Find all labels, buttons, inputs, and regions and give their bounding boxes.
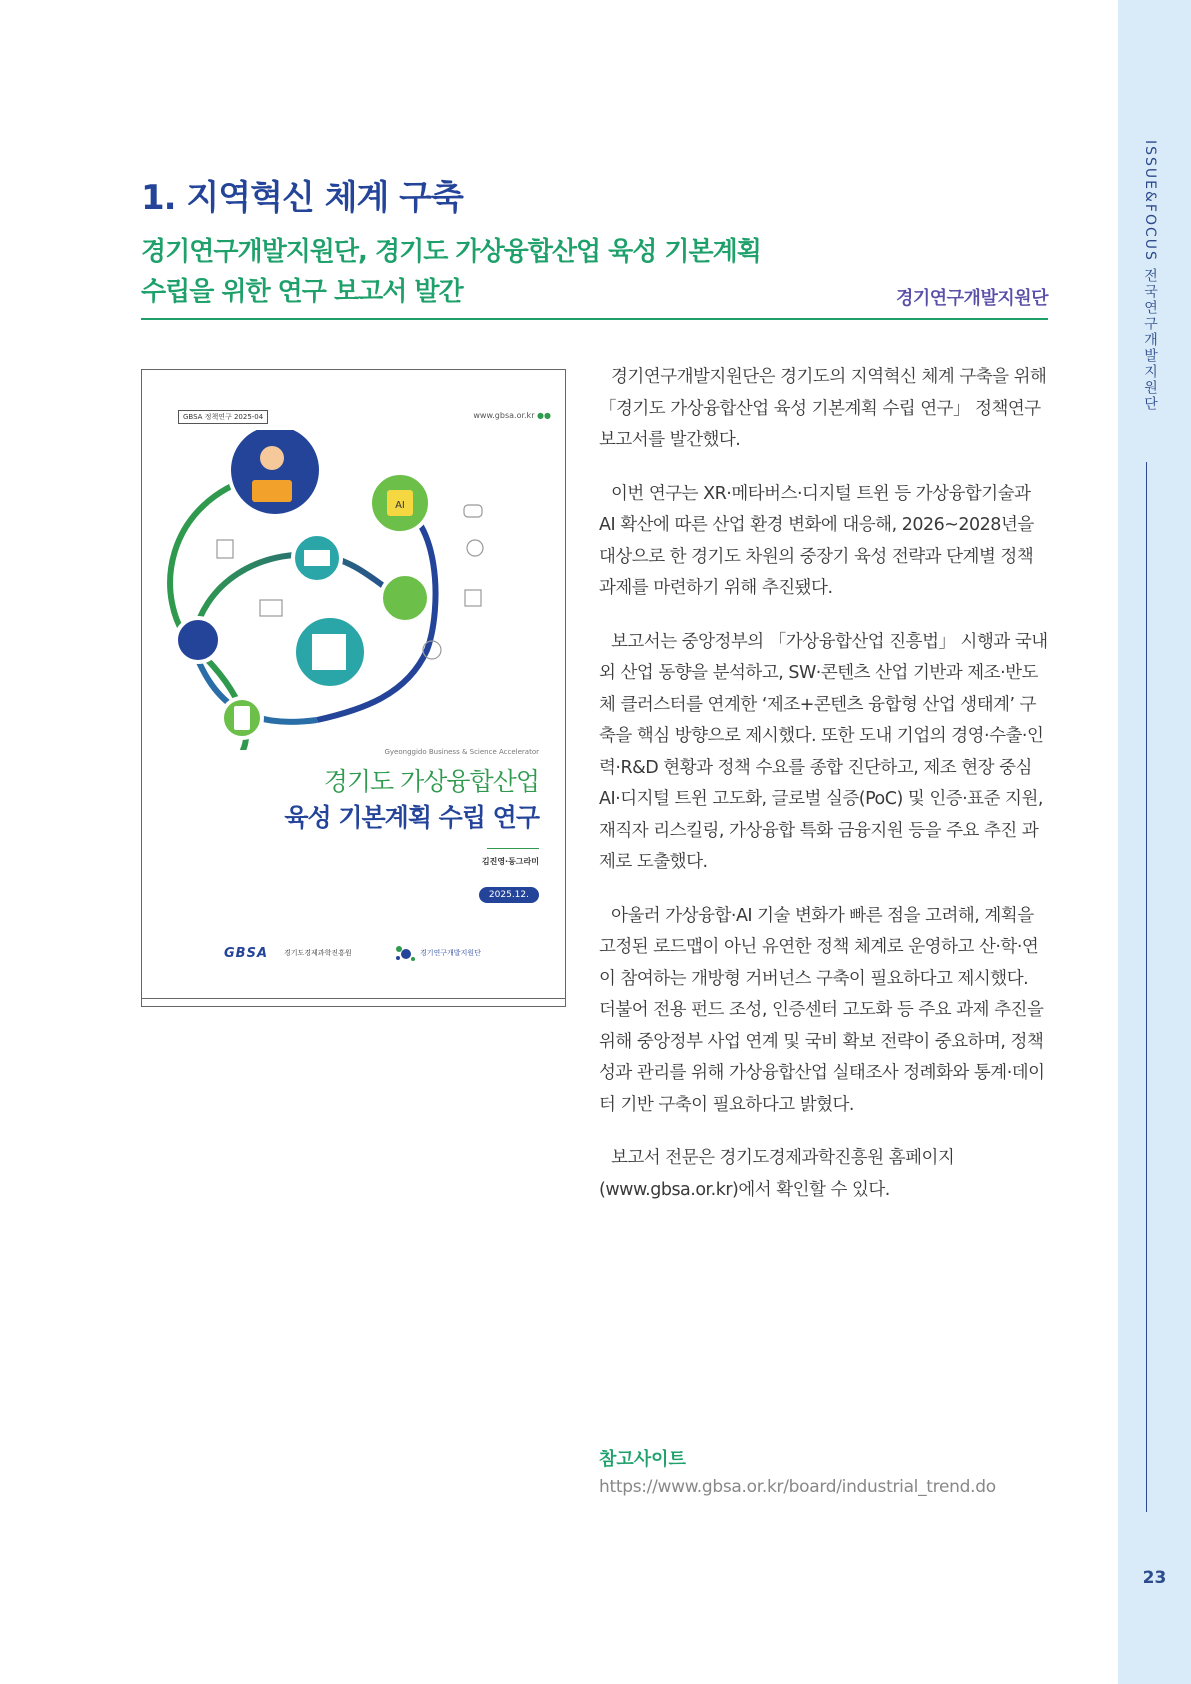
cover-authors: 김진영·동그라미 — [481, 857, 539, 866]
org-credit: 경기연구개발지원단 — [896, 288, 1048, 309]
cover-site — [473, 411, 551, 420]
person-head-icon — [260, 446, 284, 470]
section-title: 1. 지역혁신 체계 구축 — [141, 178, 463, 218]
report-sheet-icon — [312, 634, 346, 670]
gbsa-logo: GBSA — [224, 946, 269, 961]
page-number: 23 — [1142, 1568, 1167, 1588]
lightbulb-icon — [467, 540, 483, 556]
side-divider — [1146, 462, 1147, 1512]
doc-check-icon — [217, 540, 233, 558]
security-icon — [176, 618, 220, 662]
cover-title-line-1: 경기도 가상융합산업 — [323, 767, 539, 796]
cover-date-badge: 2025.12. — [479, 887, 539, 903]
cover-site-text: www.gbsa.or.kr — [473, 411, 535, 420]
person-laptop-icon — [229, 430, 321, 516]
article-body — [599, 362, 1049, 1228]
report-cover-image — [141, 369, 566, 1007]
gbsa-logo-sub: 경기도경제과학진흥원 — [284, 949, 352, 957]
rnd-logo-icon — [394, 944, 416, 962]
reference-title: 참고사이트 — [599, 1449, 686, 1470]
paragraph-3: 보고서는 중앙정부의 「가상융합산업 진흥법」 시행과 국내외 산업 동향을 분석하고, SW·콘텐츠 산업 기반과 제조·반도체 클러스터를 연계한 ‘제조+콘텐츠 융합형 산업 생태계’ 구축을 핵심 방향으로 제시했다. 또한 도내 기업의 경영·수출·인력·R&D 현황과 정책 수요를 종합 진단하고, 제조 현장 중심 AI·디지털 트윈 고도화, 글로벌 실증(PoC) 및 인증·표준 지원, 재직자 리스킬링, 가상융합 특화 금융지원 등을 주요 추진 과제로 도출했다. — [599, 631, 1048, 872]
headline-line-1: 경기연구개발지원단, 경기도 가상융합산업 육성 기본계획 — [141, 237, 761, 267]
cover-illustration — [142, 430, 567, 750]
chip-label-icon: AI — [395, 500, 405, 511]
dashboard-screen-icon — [304, 550, 330, 566]
network-icon — [260, 600, 282, 616]
cover-accelerator: Gyeonggido Business & Science Accelerator — [384, 748, 539, 756]
person-body-icon — [252, 480, 292, 502]
paragraph-1: 경기연구개발지원단은 경기도의 지역혁신 체계 구축을 위해 「경기도 가상융합산업 육성 기본계획 수립 연구」 정책연구 보고서를 발간했다. — [599, 367, 1047, 450]
presenter-icon — [381, 574, 429, 622]
paragraph-5: 보고서 전문은 경기도경제과학진흥원 홈페이지(www.gbsa.or.kr)에서 확인할 수 있다. — [599, 1148, 955, 1200]
rnd-logo-text: 경기연구개발지원단 — [420, 949, 481, 957]
article-headline — [141, 232, 841, 312]
circuit-icon — [465, 590, 481, 606]
cover-bottom-line — [141, 998, 566, 999]
cover-rule — [487, 848, 539, 849]
cover-title-line-2: 육성 기본계획 수립 연구 — [284, 803, 539, 832]
phone-icon — [234, 706, 250, 730]
dots-icon: ●● — [537, 411, 551, 420]
side-section-label: ISSUE&FOCUS 전국연구개발지원단 — [1142, 140, 1158, 413]
vr-headset-icon — [464, 505, 482, 517]
reference-url[interactable]: https://www.gbsa.or.kr/board/industrial_trend.do — [599, 1477, 996, 1497]
headline-line-2: 수립을 위한 연구 보고서 발간 — [141, 277, 463, 307]
paragraph-2: 이번 연구는 XR·메타버스·디지털 트윈 등 가상융합기술과 AI 확산에 따른 산업 환경 변화에 대응해, 2026~2028년을 대상으로 한 경기도 차원의 중장기 육성 전략과 단계별 정책 과제를 마련하기 위해 추진됐다. — [599, 483, 1034, 598]
headline-rule — [141, 318, 1048, 320]
cover-series-tag: GBSA 정책연구 2025-04 — [178, 410, 268, 424]
paragraph-4: 아울러 가상융합·AI 기술 변화가 빠른 점을 고려해, 계획을 고정된 로드맵이 아닌 유연한 정책 체계로 운영하고 산·학·연이 참여하는 개방형 거버넌스 구축이 필요하다고 제시했다. 더불어 전용 펀드 조성, 인증센터 고도화 등 주요 과제 추진을 위해 중앙정부 사업 연계 및 국비 확보 전략이 중요하며, 정책 성과 관리를 위해 가상융합산업 실태조사 정례화와 통계·데이터 기반 구축이 필요하다고 밝혔다. — [599, 905, 1045, 1115]
